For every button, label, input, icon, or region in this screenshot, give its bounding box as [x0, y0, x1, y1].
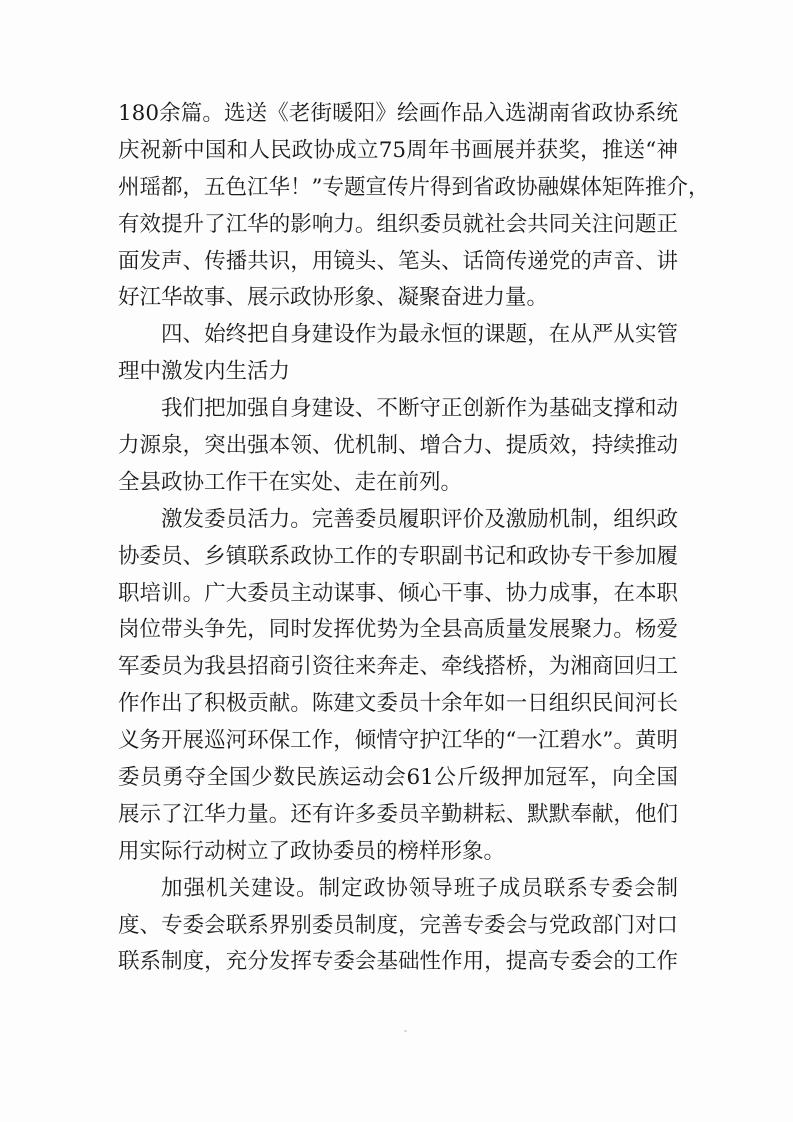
text-line: 联系制度，充分发挥专委会基础性作用，提高专委会的工作 — [118, 949, 678, 975]
paragraph-member-vitality — [118, 502, 678, 871]
body-text — [118, 96, 710, 981]
text-line: 度、专委会联系界别委员制度，完善专委会与党政部门对口 — [118, 912, 678, 938]
text-line: 全县政协工作干在实处、走在前列。 — [118, 469, 463, 495]
paragraph-self-building — [118, 391, 678, 502]
text-line: 州瑶都，五色江华！”专题宣传片得到省政协融媒体矩阵推介， — [118, 174, 710, 200]
paragraph-publicity — [118, 96, 710, 317]
text-line: 庆祝新中国和人民政协成立75周年书画展并获奖，推送“神 — [118, 137, 678, 163]
paragraph-organ-building — [118, 871, 678, 982]
text-line: 作作出了积极贡献。陈建文委员十余年如一日组织民间河长 — [118, 691, 678, 717]
scan-speck — [404, 1030, 407, 1032]
text-line: 军委员为我县招商引资往来奔走、牵线搭桥，为湘商回归工 — [118, 654, 678, 680]
text-line: 岗位带头争先，同时发挥优势为全县高质量发展聚力。杨爱 — [118, 617, 678, 643]
text-line: 力源泉，突出强本领、优机制、增合力、提质效，持续推动 — [118, 433, 678, 459]
section-heading-four — [118, 317, 678, 391]
text-line: 协委员、乡镇联系政协工作的专职副书记和政协专干参加履 — [118, 543, 678, 569]
text-line: 展示了江华力量。还有许多委员辛勤耕耘、默默奉献，他们 — [118, 801, 678, 827]
text-line: 加强机关建设。制定政协领导班子成员联系专委会制 — [161, 875, 678, 901]
text-line: 职培训。广大委员主动谋事、倾心干事、协力成事，在本职 — [118, 580, 678, 606]
text-line: 180余篇。选送《老街暖阳》绘画作品入选湖南省政协系统 — [118, 101, 678, 126]
text-line: 有效提升了江华的影响力。组织委员就社会共同关注问题正 — [118, 211, 678, 237]
heading-line: 理中激发内生活力 — [118, 359, 291, 385]
heading-line: 四、始终把自身建设作为最永恒的课题，在从严从实管 — [161, 322, 678, 348]
text-line: 好江华故事、展示政协形象、凝聚奋进力量。 — [118, 285, 549, 311]
text-line: 委员勇夺全国少数民族运动会61公斤级押加冠军，向全国 — [118, 765, 678, 791]
text-line: 我们把加强自身建设、不断守正创新作为基础支撑和动 — [161, 396, 678, 422]
text-line: 激发委员活力。完善委员履职评价及激励机制，组织政 — [161, 506, 678, 532]
text-line: 义务开展巡河环保工作，倾情守护江华的“一江碧水”。黄明 — [118, 728, 678, 754]
text-line: 面发声、传播共识，用镜头、笔头、话筒传递党的声音、讲 — [118, 248, 678, 274]
text-line: 用实际行动树立了政协委员的榜样形象。 — [118, 838, 506, 864]
